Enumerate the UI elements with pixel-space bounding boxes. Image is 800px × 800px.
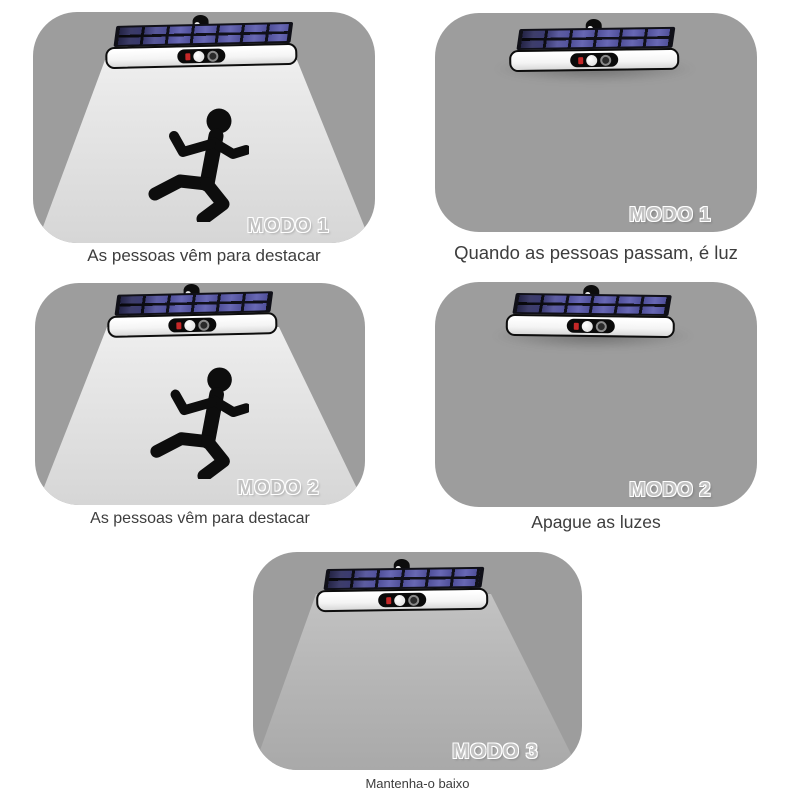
led-bar [105, 43, 297, 69]
mode-panel-1 [33, 12, 375, 243]
solar-cells [327, 569, 480, 588]
panel-caption: Apague as luzes [531, 512, 661, 532]
sensor-pill [378, 593, 426, 608]
panel-caption: Mantenha-o baixo [365, 776, 470, 791]
solar-cells [517, 295, 667, 314]
solar-cells [117, 24, 288, 45]
panel-caption: As pessoas vêm para destacar [90, 510, 310, 527]
indicator-led [574, 322, 579, 329]
mode-button-icon [600, 54, 611, 65]
solar-light-fixture [316, 558, 489, 612]
indicator-led [578, 57, 583, 64]
mode-panel-5 [253, 552, 582, 770]
pir-sensor [193, 50, 204, 61]
led-bar [506, 314, 675, 338]
solar-cells [520, 29, 671, 48]
indicator-led [176, 322, 181, 329]
mode-panel-3 [35, 283, 365, 505]
running-person-icon [145, 359, 249, 479]
mode-button-icon [596, 321, 607, 332]
panel-caption: As pessoas vêm para destacar [87, 246, 321, 265]
solar-light-fixture [104, 13, 297, 69]
solar-light-fixture [506, 284, 676, 338]
pir-sensor [586, 54, 597, 65]
led-bar [107, 312, 277, 338]
sensor-pill [566, 319, 614, 334]
solar-panel [513, 293, 672, 316]
running-person-icon [143, 100, 249, 222]
solar-panel [323, 567, 484, 590]
solar-cells [118, 293, 269, 313]
sensor-pill [177, 48, 225, 63]
mode-label: MODO 3 [452, 740, 538, 763]
mode-button-icon [207, 50, 218, 61]
mode-panel-4 [435, 282, 757, 507]
mode-button-icon [198, 319, 209, 330]
solar-light-fixture [509, 18, 680, 72]
indicator-led [185, 53, 190, 60]
sensor-pill [168, 317, 216, 332]
led-bar [509, 48, 679, 72]
mode-label: MODO 2 [629, 479, 711, 501]
mode-button-icon [408, 594, 419, 605]
mode-panel-2 [435, 13, 757, 232]
indicator-led [386, 597, 391, 604]
pir-sensor [394, 594, 405, 605]
solar-light-fixture [106, 283, 277, 338]
pir-sensor [184, 319, 195, 330]
solar-panel [516, 27, 675, 50]
panel-caption: Quando as pessoas passam, é luz [454, 242, 738, 263]
mode-label: MODO 1 [629, 204, 711, 226]
led-bar [316, 588, 488, 612]
sensor-pill [570, 53, 618, 68]
mode-label: MODO 2 [237, 477, 319, 499]
pir-sensor [582, 320, 593, 331]
mode-label: MODO 1 [247, 215, 329, 237]
